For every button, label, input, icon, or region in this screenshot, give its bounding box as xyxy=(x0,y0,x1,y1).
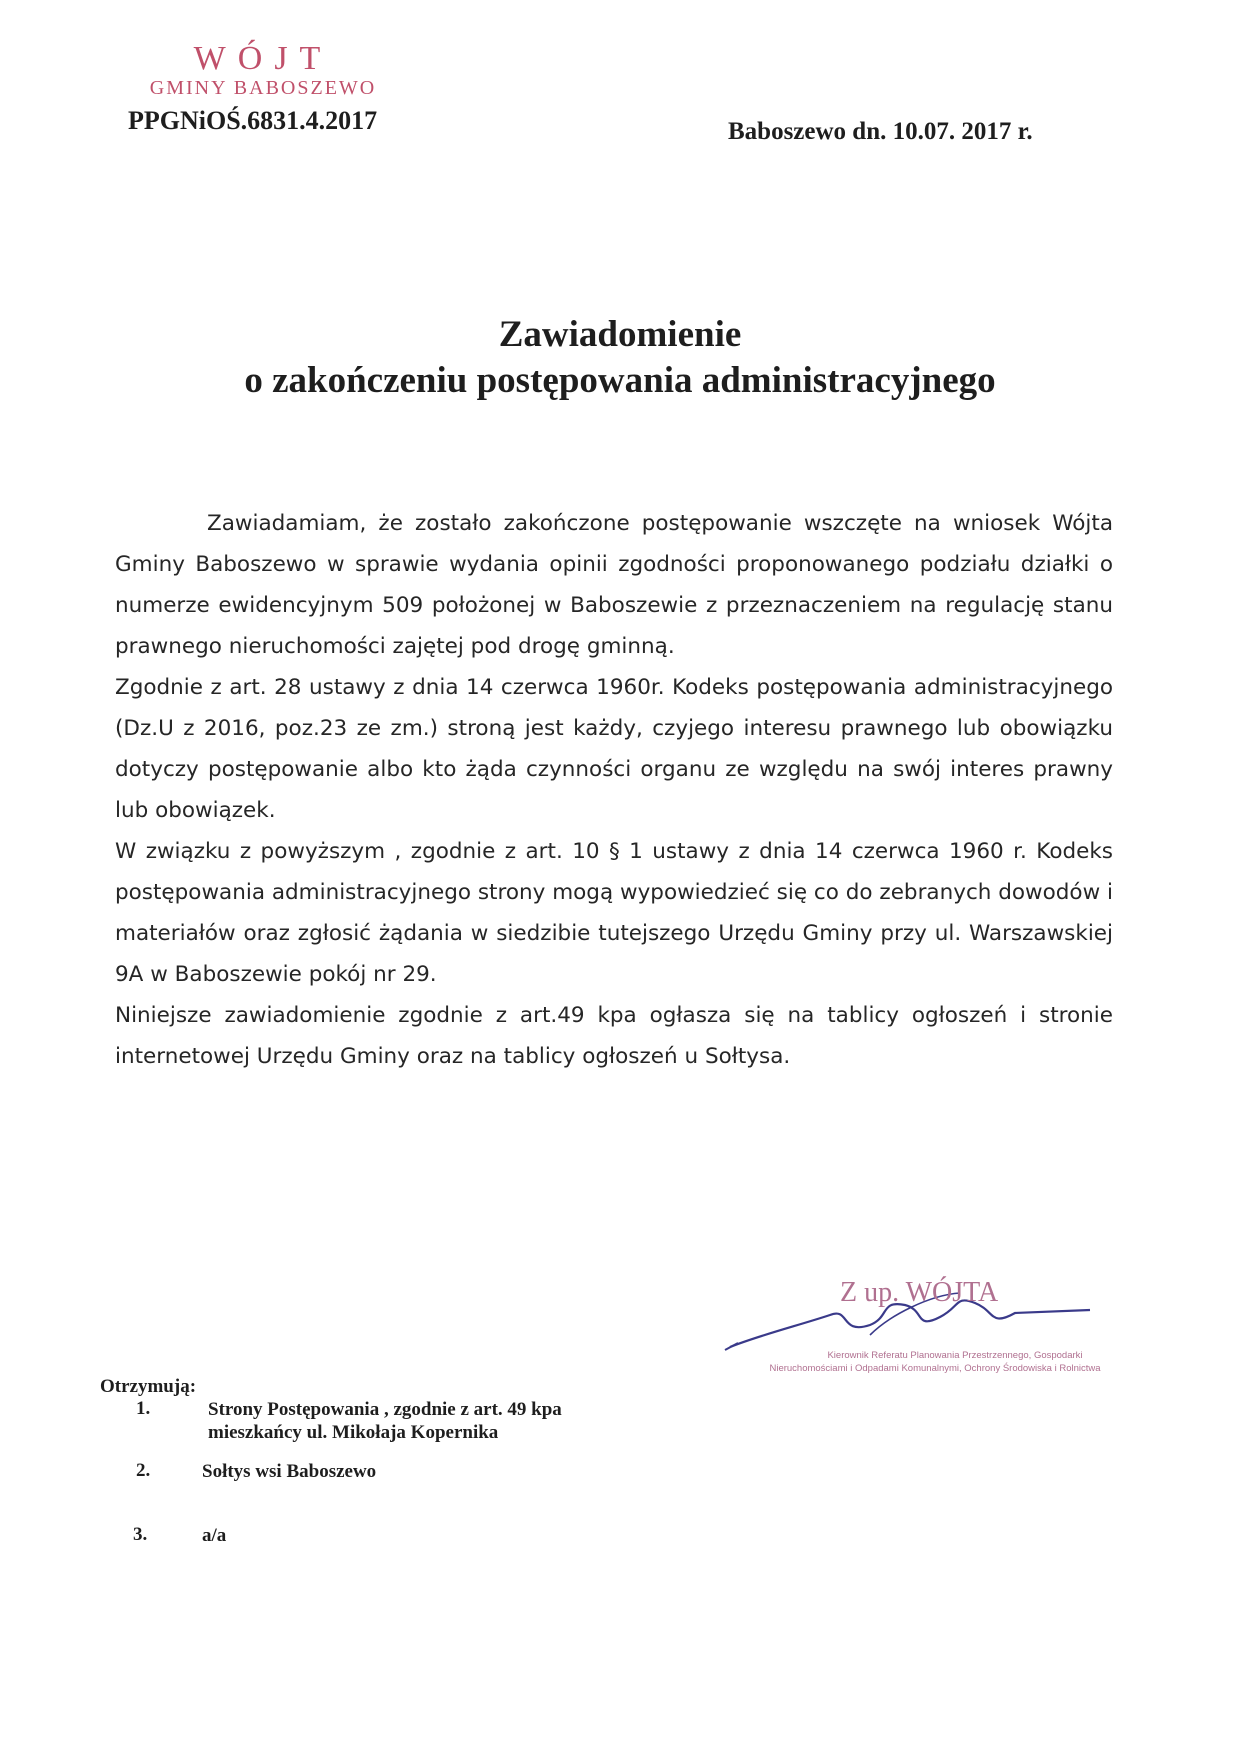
signature-role-line-1: Kierownik Referatu Planowania Przestrzennego, Gospodarki xyxy=(827,1350,1083,1361)
recipient-number: 1. xyxy=(136,1398,151,1419)
recipient-line: Strony Postępowania , zgodnie z art. 49 kpa xyxy=(208,1399,562,1420)
paragraph-4: Niniejsze zawiadomienie zgodnie z art.49 kpa ogłasza się na tablicy ogłoszeń i stronie internetowej Urzędu Gminy oraz na tablicy ogłoszeń u Sołtysa. xyxy=(115,1003,1113,1069)
document-body xyxy=(115,503,1113,1077)
title-line-2: o zakończeniu postępowania administracyjnego xyxy=(244,360,996,401)
paragraph-1: Zawiadamiam, że zostało zakończone postępowanie wszczęte na wniosek Wójta Gminy Baboszewo w sprawie wydania opinii zgodności proponowanego podziału działki o numerze ewidencyjnym 509 położonej w Baboszewie z przeznaczeniem na regulację stanu prawnego nieruchomości zajętej pod drogę gminną. xyxy=(115,511,1113,659)
title-line-1: Zawiadomienie xyxy=(498,314,742,355)
document-date: Baboszewo dn. 10.07. 2017 r. xyxy=(728,118,1033,145)
paragraph-2: Zgodnie z art. 28 ustawy z dnia 14 czerwca 1960r. Kodeks postępowania administracyjnego (Dz.U z 2016, poz.23 ze zm.) stroną jest każdy, czyjego interesu prawnego lub obowiązku dotyczy postępowanie albo kto żąda czynności organu ze względu na swój interes prawny lub obowiązek. xyxy=(115,675,1113,823)
signature-on-behalf: Z up. WÓJTA xyxy=(840,1277,999,1308)
signature-block xyxy=(720,1255,1100,1375)
recipient-number: 3. xyxy=(133,1524,148,1545)
office-stamp xyxy=(128,40,398,99)
recipient-item xyxy=(208,1398,562,1444)
recipient-item: Sołtys wsi Baboszewo xyxy=(202,1461,377,1482)
stamp-subtitle: GMINY BABOSZEWO xyxy=(149,77,377,100)
recipients-label: Otrzymują: xyxy=(100,1376,197,1397)
document-title xyxy=(0,312,1240,404)
signature-role-line-2: Nieruchomościami i Odpadami Komunalnymi, Ochrony Środowiska i Rolnictwa xyxy=(769,1363,1101,1374)
paragraph-3: W związku z powyższym , zgodnie z art. 10 § 1 ustawy z dnia 14 czerwca 1960 r. Kodeks postępowania administracyjnego strony mogą wypowiedzieć się co do zebranych dowodów i materiałów oraz zgłosić żądania w siedzibie tutejszego Urzędu Gminy przy ul. Warszawskiej 9A w Baboszewie pokój nr 29. xyxy=(115,839,1113,987)
recipient-item: a/a xyxy=(202,1525,227,1546)
stamp-title: WÓJT xyxy=(193,40,333,77)
recipient-number: 2. xyxy=(136,1460,151,1481)
recipient-line: mieszkańcy ul. Mikołaja Kopernika xyxy=(208,1422,499,1443)
reference-number: PPGNiOŚ.6831.4.2017 xyxy=(128,106,378,135)
